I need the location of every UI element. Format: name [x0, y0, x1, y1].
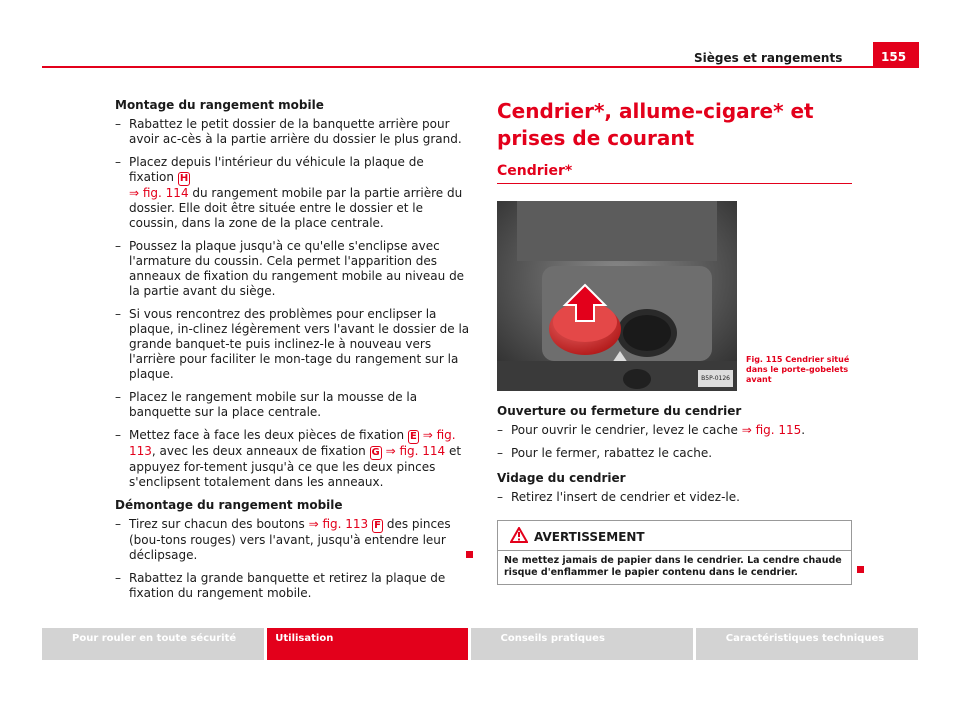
item-text: Tirez sur chacun des boutons — [129, 517, 309, 531]
figure-link[interactable]: ⇒ fig. 113 — [129, 428, 456, 458]
item-text: Rabattez la grande banquette et retirez la plaque de fixation du rangement mobile. — [129, 571, 446, 600]
list-item: – Poussez la plaque jusqu'à ce qu'elle s'enclipse avec l'armature du coussin. Cela permet l'apparition des anneaux de fixation du rangement mobile au niveau de la partie avant du siège. — [115, 239, 465, 298]
item-text: des pinces (bou-tons rouges) vers l'avant, jusqu'à entendre leur déclipsage. — [129, 517, 451, 562]
header-rule — [42, 66, 918, 68]
item-text: Si vous rencontrez des problèmes pour enclipser la plaque, in-clinez légèrement vers l'avant le dossier de la grande banquet-te puis inclinez-le à nouveau vers l'arrière pour faciliter le mon-tage du rangement sur la plaque. — [129, 307, 470, 381]
list-item: – Tirez sur chacun des boutons ⇒ fig. 113 F des pinces (bou-tons rouges) vers l'avant, jusqu'à entendre leur déclipsage. — [115, 517, 451, 562]
page-number: 155 — [873, 42, 919, 68]
subsection-title: Cendrier* — [497, 164, 852, 184]
figure-link[interactable]: ⇒ fig. 114 — [385, 444, 446, 458]
warning-header — [498, 521, 851, 551]
callout-badge: H — [179, 173, 189, 184]
warning-box — [497, 520, 852, 585]
chapter-title: Sièges et rangements — [694, 51, 843, 65]
figure-115 — [497, 201, 853, 391]
section-end-marker — [857, 566, 864, 573]
callout-badge: G — [371, 447, 380, 458]
item-text: Pour ouvrir le cendrier, levez le cache — [511, 423, 742, 437]
item-text: du rangement mobile par la partie arrière du dossier. Elle doit être située entre le dossier et le coussin, dans la zone de la place centrale. — [129, 186, 463, 230]
left-column — [115, 98, 471, 609]
open-heading: Ouverture ou fermeture du cendrier — [497, 404, 742, 418]
list-item: – Rabattez la grande banquette et retirez la plaque de fixation du rangement mobile. — [115, 571, 446, 600]
warning-text: Ne mettez jamais de papier dans le cendrier. La cendre chaude risque d'enflammer le papier contenu dans le cendrier. — [504, 555, 842, 578]
figure-link[interactable]: ⇒ fig. 114 — [129, 186, 189, 200]
list-item: – Placez le rangement mobile sur la mousse de la banquette sur la place centrale. — [115, 390, 418, 419]
right-column — [497, 98, 853, 585]
ashtray-illustration — [497, 201, 737, 391]
list-item: – Rabattez le petit dossier de la banquette arrière pour avoir ac-cès à la partie arrière du dossier le plus grand. — [115, 117, 462, 146]
figure-link[interactable]: ⇒ fig. 115 — [741, 423, 802, 437]
item-text: Retirez l'insert de cendrier et videz-le. — [511, 490, 740, 504]
figure-link[interactable]: ⇒ fig. 113 — [308, 517, 369, 531]
figure-caption: Fig. 115 Cendrier situé dans le porte-gobelets avant — [746, 355, 850, 384]
item-text: Poussez la plaque jusqu'à ce qu'elle s'enclipse avec l'armature du coussin. Cela permet l'apparition des anneaux de fixation du rangement mobile au niveau de la partie avant du siège. — [129, 239, 465, 298]
warning-triangle-icon — [510, 527, 528, 547]
ashtray-photo — [497, 201, 737, 391]
list-item: – Pour le fermer, rabattez le cache. — [497, 446, 713, 460]
list-item: – Retirez l'insert de cendrier et videz-le. — [497, 490, 740, 504]
item-text: . — [801, 423, 806, 437]
list-item: – Pour ouvrir le cendrier, levez le cache ⇒ fig. 115. — [497, 423, 806, 437]
footer-tab-usage[interactable]: Utilisation — [267, 628, 467, 660]
item-text: , avec les deux anneaux de fixation — [151, 444, 370, 458]
footer-nav — [42, 628, 918, 660]
callout-badge: F — [372, 519, 383, 533]
section-title: Cendrier*, allume-cigare* et prises de courant — [497, 99, 814, 150]
list-item: – Placez depuis l'intérieur du véhicule la plaque de fixation H ⇒ fig. 114 du rangement mobile par la partie arrière du dossier. Elle doit être située entre le dossier et le coussin, dans la zone de la place centrale. — [115, 155, 463, 230]
warning-title: AVERTISSEMENT — [534, 530, 645, 544]
demontage-heading: Démontage du rangement mobile — [115, 498, 343, 512]
list-item: – Si vous rencontrez des problèmes pour enclipser la plaque, in-clinez légèrement vers l'avant le dossier de la grande banquet-te puis inclinez-le à nouveau vers l'arrière pour faciliter le mon-tage du rangement sur la plaque. — [115, 307, 470, 381]
item-text: Placez le rangement mobile sur la mousse de la banquette sur la place centrale. — [129, 390, 418, 419]
callout-badge: E — [408, 430, 419, 444]
item-text: Pour le fermer, rabattez le cache. — [511, 446, 713, 460]
photo-code: B5P-0126 — [698, 370, 733, 387]
item-text: Placez depuis l'intérieur du véhicule la plaque de fixation — [129, 155, 424, 184]
footer-tab-tips[interactable]: Conseils pratiques — [471, 628, 693, 660]
item-text: Rabattez le petit dossier de la banquette arrière pour avoir ac-cès à la partie arrière du dossier le plus grand. — [129, 117, 462, 146]
list-item: – Mettez face à face les deux pièces de fixation E ⇒ fig. 113, avec les deux anneaux de fixation G ⇒ fig. 114 et appuyez for-tement jusqu'à ce que les deux pinces s'enclipsent totalement dans les anneaux. — [115, 428, 462, 489]
footer-tab-specs[interactable]: Caractéristiques techniques — [696, 628, 918, 660]
section-end-marker — [466, 551, 473, 558]
footer-tab-safety[interactable]: Pour rouler en toute sécurité — [42, 628, 264, 660]
item-text: Mettez face à face les deux pièces de fixation — [129, 428, 408, 442]
empty-heading: Vidage du cendrier — [497, 471, 626, 485]
item-text: et appuyez for-tement jusqu'à ce que les deux pinces s'enclipsent totalement dans les anneaux. — [129, 444, 462, 489]
montage-heading: Montage du rangement mobile — [115, 98, 324, 112]
